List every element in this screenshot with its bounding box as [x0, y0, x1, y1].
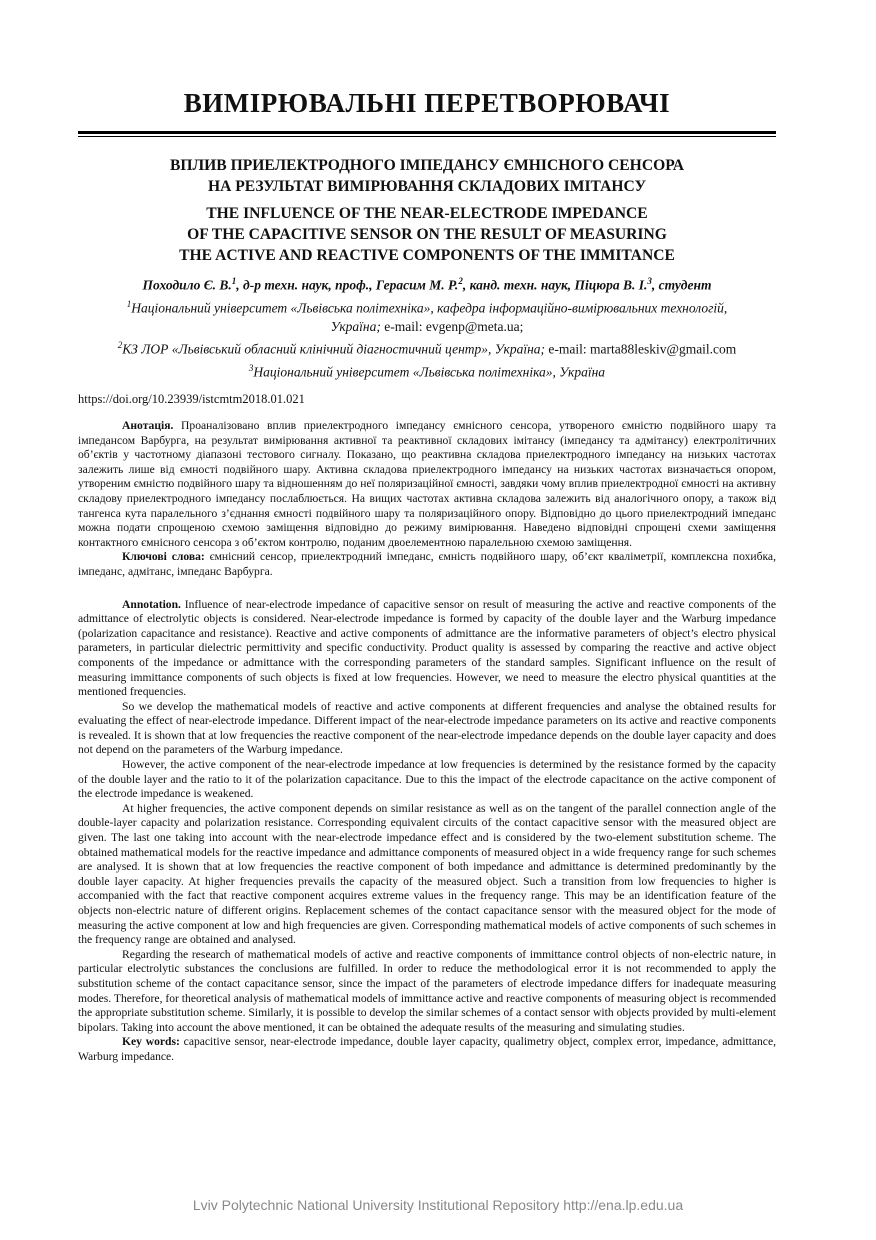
author-name: Піцюра В. І. — [574, 277, 648, 293]
author-degree: , студент — [651, 277, 712, 293]
affiliation-3: $^3$Національний університет «Львівська політехніка», Україна — [248, 362, 606, 379]
title-en-line: THE INFLUENCE OF THE NEAR-ELECTRODE IMPEDANCE — [206, 205, 648, 222]
abstract-en-paragraph: Annotation. Influence of near-electrode impedance of capacitive sensor on result of measuring the active and reactive components of the admittance of electrolytic objects is considered. Near-electrode impedance is formed by capacity of the double layer and the Warburg impedance (polarization capacitance and resistance). Reactive and active components of admittance are the informative parameters of object’s electro physical parameters, in particular dielectric permittivity and specific conductivity. Product quality is assessed by comparing the reactive and active object components of the impedance or admittance with the corresponding parameters of the standard samples. Significant influence on the result of measuring immittance components of such objects is fixed at low frequencies. However, we need to measure the electro physical quantities at the mentioned frequencies. — [78, 597, 776, 699]
author-name: Герасим М. Р. — [375, 277, 459, 293]
title-ukrainian — [78, 155, 776, 197]
affiliation-1-cont: Україна; e-mail: evgenp@meta.ua; — [330, 319, 524, 334]
abstract-en-paragraph: So we develop the mathematical models of reactive and active components at different frequencies and analyse the obtained results for evaluating the effect of near-electrode impedance. Different impact of the near-electrode impedance parameters on its active and reactive components is revealed. It is shown that at low frequencies the reactive component of the near-electrode impedance depends on the double layer capacity and does not depend on the parameters of the Warburg impedance. — [78, 699, 776, 757]
abstract-en-paragraph: However, the active component of the near-electrode impedance at low frequencies is determined by the resistance formed by the capacity of the double layer and the ratio to it of the polarization capacitance. Due to this the impact of the electrode capacitance on the active component of the electrode impedance is weakened. — [78, 758, 776, 801]
repository-footer: Lviv Polytechnic National University Institutional Repository http://ena.lp.edu.ua — [192, 1197, 684, 1213]
title-english — [78, 203, 776, 266]
doi-link[interactable]: https://doi.org/10.23939/istcmtm2018.01.021 — [78, 392, 305, 406]
author-affil-sup: 1 — [231, 276, 237, 286]
abstract-en-paragraph: Regarding the research of mathematical models of active and reactive components of immittance control objects of non-electric nature, in particular electrolytic substances the conclusions are fulfilled. In order to reduce the methodological error it is not recommended to apply the substitution scheme of the contact capacitance sensor, since the impact of the parameters of electrode impedance differs for inadequate measuring modes. Therefore, for theoretical analysis of mathematical models of immittance active and reactive components of measuring object is recommended the appropriate substitution scheme. Similarly, it is possible to develop the similar schemes of a contact sensor with objects provided by multi-element bipolars. Taking into account the above mentioned, it can be obtained the adequate results of the measuring and simulating studies. — [78, 947, 776, 1034]
email-link[interactable]: e-mail: marta88leskiv@gmail.com — [545, 341, 737, 357]
title-ua-line: НА РЕЗУЛЬТАТ ВИМІРЮВАННЯ СКЛАДОВИХ ІМІТАНСУ — [207, 178, 647, 195]
title-en-line: THE ACTIVE AND REACTIVE COMPONENTS OF THE IMMITANCE — [179, 247, 675, 264]
header-rule-thin — [78, 136, 776, 137]
section-title: ВИМІРЮВАЛЬНІ ПЕРЕТВОРЮВАЧІ — [183, 88, 671, 118]
abstract-ua-text: Анотація. Проаналізовано вплив приелектродного імпедансу ємнісного сенсора, утвореного ємністю подвійного шару та імпедансом Варбурга, на результат вимірювання активної та реактивної складових імітансу (імпедансу та адмітансу) електролітичних об’єктів у частотному діапазоні тестового сигналу. Показано, що реактивна складова приелектродного імпедансу на низьких частотах залежить лише від ємності подвійного шару. Активна складова приелектродного імпедансу на низьких частотах визначається опором, утвореним ємністю подвійного шару та відношенням до неї поляризаційної ємності, завдяки чому вплив приелектродної ємності на активну складову приелектродного імпедансу послаблюється. На вищих частотах активна складова залежить від аналогічного опору, а також від тангенса кута паралельного з’єднання ємності подвійного шару та поляризаційного опору. Відповідно до цього приелектродний імпеданс можна подати спрощеною схемою заміщення відповідно до режиму вимірювання. Наведено відповідні спрощені схеми заміщення контактного ємнісного сенсора з об’єктом контролю, поданим двоелементною паралельною схемою заміщення. — [78, 419, 776, 549]
authors-line — [78, 272, 776, 295]
keywords-ua: Ключові слова: ємнісний сенсор, приелектродний імпеданс, ємність подвійного шару, об’єкт кваліметрії, комплексна похибка, імпеданс, адмітанс, імпеданс Варбурга. — [78, 550, 776, 578]
author-degree: , д-р техн. наук, проф., — [236, 277, 376, 293]
title-en-line: OF THE CAPACITIVE SENSOR ON THE RESULT OF MEASURING — [187, 226, 667, 243]
email-link[interactable]: e-mail: evgenp@meta.ua; — [380, 319, 524, 334]
title-ua-line: ВПЛИВ ПРИЕЛЕКТРОДНОГО ІМПЕДАНСУ ЄМНІСНОГО СЕНСОРА — [170, 157, 684, 174]
author-affil-sup: 2 — [458, 276, 463, 286]
abstract-english — [78, 598, 776, 1065]
abstract-ukrainian — [78, 419, 776, 580]
author-name: Походило Є. В. — [142, 277, 232, 293]
header-rule-thick — [78, 131, 776, 134]
abstract-en-paragraph: At higher frequencies, the active component depends on similar resistance as well as on the tangent of the parallel connection angle of the double-layer capacity and polarization resistance. Corresponding equivalent circuits of the contact capacitive sensor with the measured object are given. The last one taking into account with the near-electrode impedance effect and is considered by the two-element substitution scheme. The obtained mathematical models for the reactive impedance and admittance components of measured object in a wide frequency range for such schemes are analysed. It is shown that at low frequencies the reactive component of both impedance and admittance is determined predominantly by the double layer capacity. At higher frequencies prevails the capacity of the measured object. Such a transition from low frequencies to higher is accompanied with the fact that reactive component acquires extreme values in the frequency range. This may be an identification feature of the objects non-electric nature of different origins. Replacement schemes of the contact capacitance sensor with the measured object for the mode of measuring the active component at low and high frequencies are given. Corresponding mathematical models of active components of such schemes in the frequency range are obtained and analysed. — [78, 801, 776, 947]
author-degree: , канд. техн. наук, — [462, 277, 575, 293]
author-affil-sup: 3 — [647, 276, 652, 286]
affiliation-1: $^1$Національний університет «Львівська політехніка», кафедра інформаційно-вимірювальних технологій, — [126, 298, 728, 315]
affiliation-2: $^2$КЗ ЛОР «Львівський обласний клінічний діагностичний центр», Україна; e-mail: marta88leskiv@gmail.com — [117, 340, 737, 357]
keywords-en: Key words: capacitive sensor, near-electrode impedance, double layer capacity, qualimetry object, complex error, impedance, admittance, Warburg impedance. — [78, 1035, 776, 1063]
